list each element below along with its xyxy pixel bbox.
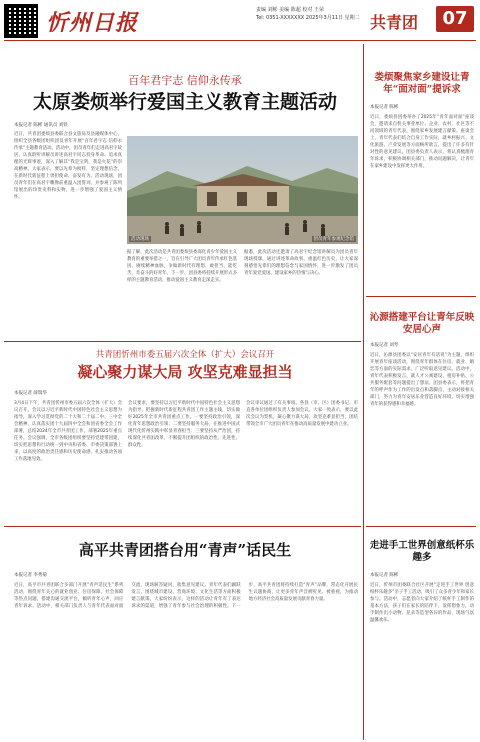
article2-title: 凝心聚力谋大局 攻坚克难显担当 [77, 363, 293, 381]
sidebar-story3-byline: 本报记者 陈彬 [370, 573, 399, 578]
main-kicker: 百年君宇志 信仰永传承 [128, 74, 242, 87]
main-title: 太原娄烦举行爱国主义教育主题活动 [32, 91, 337, 113]
sidebar-rule-2 [366, 526, 476, 527]
main-byline: 本报记者 陈彬 通讯员 刘铁 [14, 123, 68, 128]
newspaper-name: 忻州日报 [46, 10, 139, 36]
main-body-col1: 近日，共青团娄烦县委联合县文旅局及县融媒体中心，组织全县各级团组织团员青年开展“百年君宇志 信仰永传承”主题教育活动。活动中，团员青年们走进高君宇故居，认真聆听讲解员讲述高君宇同志投身革命、追求真理的光辉事迹，深入了解其“我是宝剑，我是火花”的崇高精神。大家表示，要以先辈为榜样，坚定理想信念，在新时代新征程上勇担使命、奋发有为。活动现场，团员青年们在高君宇雕像前重温入团誓词，并参观了陈列馆展出的珍贵史料和实物，进一步增强了爱国主义情怀。 [14, 132, 122, 200]
sidebar-story2-title: 沁源搭建平台让青年反映安居心声 [369, 312, 475, 335]
sidebar-divider [363, 44, 364, 740]
main-photo [127, 136, 358, 244]
editor-line: 责编 刘彬 美编 陈超 校对 王荣 [256, 7, 324, 13]
article3-body: 近日，高平市共青团联合多部门开展“青声话民生”系列活动，围绕青年关心的就业创业、住房保障、社会保障等热点问题，搭建沟通交流平台，倾听青年心声，回应青年诉求。活动中，相关部门负责人与青年代表面对面交流，现场解答疑问，收集意见建议。青年代表们踊跃发言，围绕城市建设、营商环境、文化生活等方面积极建言献策。大家纷纷表示，这样的活动让青年有了表达诉求的渠道，增强了青年参与社会治理的积极性。下一步，高平共青团将持续打造“青声”品牌，常态化开展民生议题协商，让更多青年声音被听见、被重视，为推动地方经济社会高质量发展贡献青春力量。 [14, 583, 358, 609]
sidebar-story2-body: 近日，沁源县团委以“安居青年有话说”为主题，组织开展青年座谈活动，围绕青年群体在住房、就业、婚恋等方面的实际需求，广泛听取意见建议。活动中，青年代表积极发言，就人才公寓建设、租房补贴、公共服务配套等问题提出了想法。团县委表示，将把青年的呼声作为工作的出发点和落脚点，主动对接相关部门，努力为青年安居乐业营造良好环境，切实增强青年的获得感和幸福感。 [370, 353, 474, 407]
article2-body-col1: 3月4日下午，共青团忻州市委五届六次全体（扩大）会议召开。会议以习近平新时代中国特色社会主义思想为指导，深入学习贯彻党的二十大和二十届二中、三中全会精神，认真落实团十九届四中全会和团省委全会工作部署，总结2024年全市共青团工作，部署2025年重点任务。会议强调，全市各级团组织要坚持党建带团建，切实把思想和行动统一到中央和省委、市委决策部署上来，以高度的政治责任感和历史使命感，扎实推动各项工作落地见效。 [14, 401, 122, 462]
sidebar-story1-byline: 本报记者 陈彬 [370, 105, 399, 110]
sidebar-rule-1 [366, 296, 476, 297]
section-rule-2 [4, 526, 361, 527]
article3-byline: 本报记者 李秀菊 [14, 573, 47, 578]
article3-title: 高平共青团搭台用“青声”话民生 [78, 541, 292, 559]
article2-body-col3: 会议审议通过了有关事项。各县（市、区）团委书记、市直各单位团组织负责人参加会议。大家一致表示，要以此次会议为契机，凝心聚力谋大局，攻坚克难显担当，团结带领全市广大团员青年在推动高质量发展中建功立业。 [246, 401, 358, 427]
page-meta [256, 6, 360, 22]
section-rule-1 [4, 341, 361, 342]
article2-body-col2: 会议要求，要坚持以习近平新时代中国特色社会主义思想为指导，把握新时代新征程共青团工作主题主线，切实做好2025年全市共青团重点工作。一要坚持政治引领，深化青年思想政治引领；二要坚持服务大局，在推进中国式现代化忻州实践中彰显青春担当；三要坚持从严治团，持续深化共青团改革，不断提升团组织的政治性、先进性、群众性。 [128, 401, 240, 448]
main-body-col3: 据悉，此次活动还邀请了高君宇纪念馆讲解员为团员青年现场授课，通过讲述革命故事、重温红色历史，让大家深刻感悟先辈们的理想信念与家国情怀，进一步激发了团员青年爱党爱国、建设家乡的热情与决心。 [244, 250, 358, 276]
qr-code-icon [4, 4, 38, 38]
section-name: 共青团 [370, 13, 419, 32]
article2-byline: 本报记者 薛瑞华 [14, 391, 47, 396]
memorial-photo-illustration [127, 136, 358, 244]
main-body-col2: 据了解，此次活动是共青团娄烦县委深化青少年爱国主义教育的重要举措之一，旨在引导广大团员青年传承红色基因、赓续精神血脉，争做新时代有理想、敢担当、能吃苦、肯奋斗的好青年。下一步，团县委将持续开展形式多样的主题教育活动，推动爱国主义教育走深走实。 [127, 250, 237, 283]
masthead [0, 0, 480, 40]
sidebar-story1-title: 娄烦聚焦家乡建设让青年“面对面”提诉求 [374, 72, 470, 95]
date-line: Tel: 0351-XXXXXXX 2025年3月11日 星期二 [256, 15, 360, 21]
sidebar-story2-byline: 本报记者 刘琴 [370, 343, 399, 348]
sidebar-story3-title: 走进手工世界创意纸杯乐趣多 [369, 540, 475, 563]
photo-caption-left: 活动现场 [131, 237, 149, 242]
photo-caption-right: 团员青年参观纪念馆 [313, 237, 354, 242]
sidebar-story1-body: 近日，娄烦县团委举办了2025年“青年面对面”座谈会，邀请来自机关事业单位、企业、农村、社区等不同领域的青年代表，围绕家乡发展建言献策。座谈会上，青年代表们结合自身工作实际，就乡村振兴、文化旅游、产业发展等方面畅所欲言，提出了许多有针对性的意见建议。团县委负责人表示，将认真梳理青年诉求，积极协调相关部门，推动问题解决，让青年在家乡建设中发挥更大作用。 [370, 115, 474, 169]
page-number: 07 [436, 6, 474, 32]
sidebar-story3-body: 近日，忻州市团委联合社区开展“走进手工世界 创意纸杯乐趣多”亲子手工活动，吸引了众多青少年和家长参与。活动中，志愿者向大家介绍了纸杯手工制作的基本方法，孩子们在家长的陪伴下，发挥想象力，动手制作出小动物、花朵等造型各异的作品，现场气氛温馨欢乐。 [370, 583, 474, 623]
article2-kicker: 共青团忻州市委五届六次全体（扩大）会议召开 [95, 350, 275, 360]
header-rule [4, 40, 476, 41]
